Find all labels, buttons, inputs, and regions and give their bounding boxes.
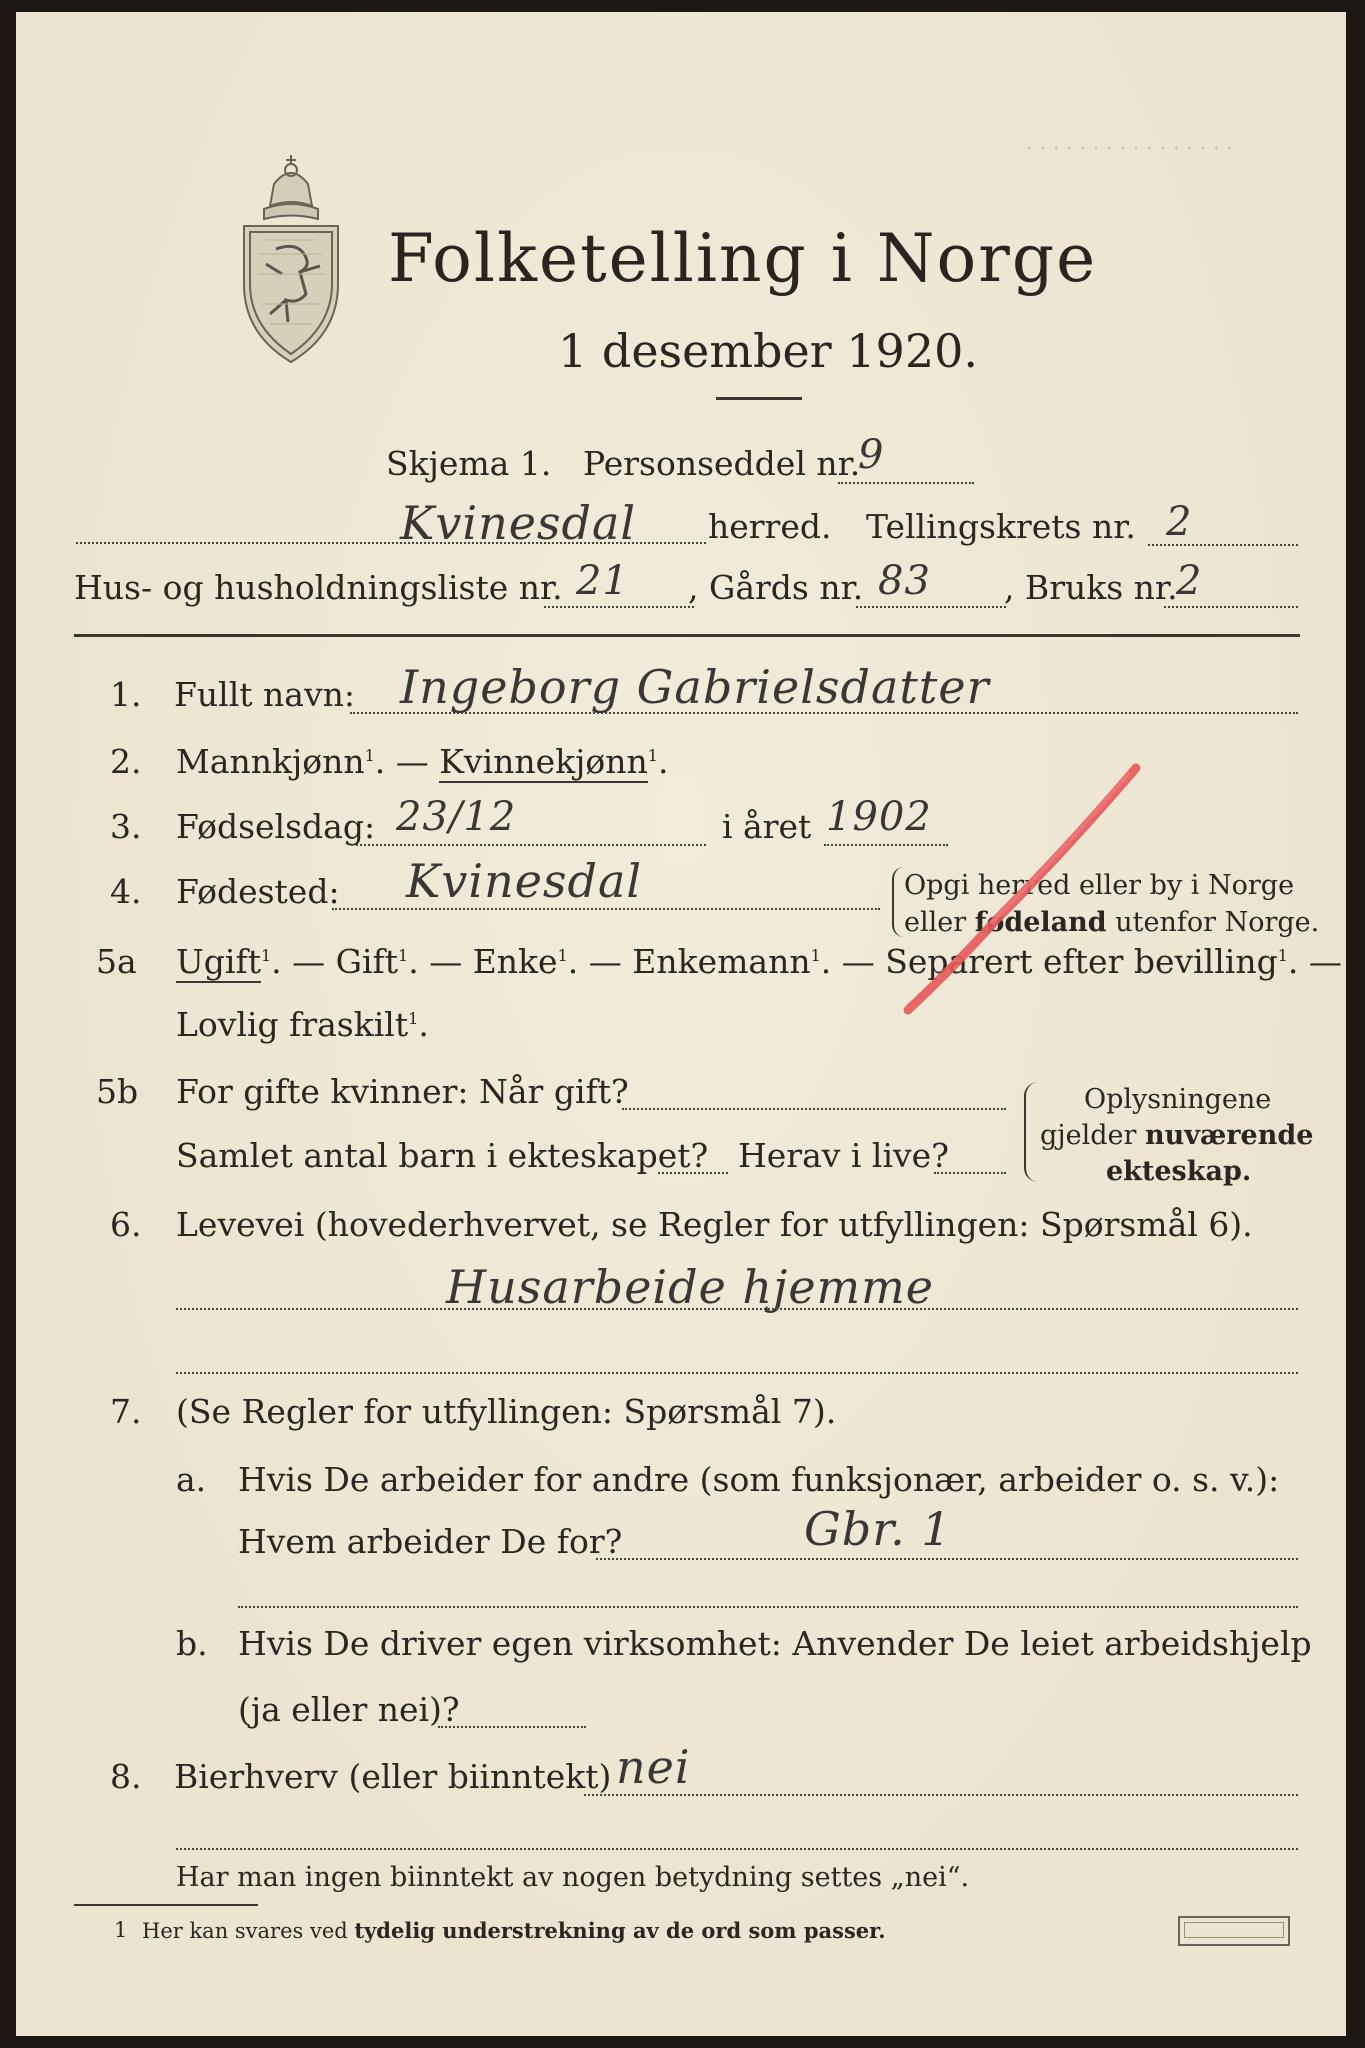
q3-line	[356, 844, 706, 846]
q3-year-label: i året	[722, 807, 812, 846]
personseddel-value: 9	[858, 432, 885, 478]
q6-number: 6.	[110, 1205, 142, 1244]
q7a-value: Gbr. 1	[804, 1502, 952, 1556]
herred-value: Kvinesdal	[400, 496, 637, 550]
personseddel-label: Personseddel nr.	[583, 444, 861, 483]
q4-number: 4.	[110, 872, 142, 911]
q5a-number: 5a	[96, 942, 137, 981]
husholdningsliste-label: Hus- og husholdningsliste nr.	[74, 568, 563, 607]
q8-note: Har man ingen biinntekt av nogen betydning settes „nei“.	[176, 1862, 970, 1893]
q2-male: Mannkjønn	[176, 742, 365, 781]
q2-options: Mannkjønn$^1$. — Kvinnekjønn$^1$.	[176, 742, 669, 781]
q8-line-extra	[176, 1848, 1298, 1850]
footnote-mark: 1	[114, 1918, 128, 1942]
tellingskrets-label: Tellingskrets nr.	[866, 507, 1136, 546]
q6-label: Levevei (hovederhvervet, se Regler for utfyllingen: Spørsmål 6).	[176, 1205, 1253, 1244]
q4-note-line2: eller fødeland utenfor Norge.	[904, 907, 1320, 938]
q3-label: Fødselsdag:	[176, 807, 376, 846]
q5b-note2: gjelder nuværende	[1040, 1120, 1314, 1151]
q1-value: Ingeborg Gabrielsdatter	[400, 660, 990, 714]
q7a-line2: Hvem arbeider De for?	[238, 1522, 623, 1561]
q5b-note3: ekteskap.	[1106, 1156, 1252, 1187]
census-form-page	[16, 12, 1346, 2036]
q5a-separert: Separert efter bevilling	[885, 942, 1278, 981]
q5b-note1: Oplysningene	[1084, 1084, 1272, 1115]
title-divider	[716, 397, 802, 400]
q1-label: Fullt navn:	[174, 675, 355, 714]
bruks-value: 2	[1176, 558, 1203, 604]
q5b-number: 5b	[96, 1072, 139, 1111]
q4-value: Kvinesdal	[406, 854, 643, 908]
q5a-enke: Enke	[472, 942, 558, 981]
red-check-mark	[866, 760, 1156, 1020]
q4-note-line1: Opgi herred eller by i Norge	[904, 870, 1295, 901]
q5a-ugift: Ugift	[176, 942, 261, 981]
gards-value: 83	[878, 558, 931, 604]
q6-line2	[176, 1372, 1298, 1374]
q5b-brace	[1024, 1082, 1038, 1182]
schema-label: Skjema 1.	[386, 444, 552, 483]
husholdningsliste-line	[544, 606, 694, 608]
tellingskrets-value: 2	[1166, 499, 1193, 545]
q7a-line-extra	[238, 1606, 1298, 1608]
bruks-label: , Bruks nr.	[1004, 568, 1178, 607]
footnote-text: Her kan svares ved tydelig understrekning av de ord som passer.	[142, 1918, 886, 1943]
q7-label: (Se Regler for utfyllingen: Spørsmål 7).	[176, 1392, 837, 1431]
husholdningsliste-value: 21	[576, 558, 629, 604]
q3-year-value: 1902	[826, 794, 932, 840]
q4-line	[332, 908, 880, 910]
q7b-line2: (ja eller nei)?	[238, 1690, 460, 1729]
q4-label: Fødested:	[176, 872, 340, 911]
q6-line1	[176, 1308, 1298, 1310]
printer-stamp	[1178, 1916, 1290, 1946]
gards-line	[856, 606, 1006, 608]
q5b-line2a: Samlet antal barn i ekteskapet?	[176, 1136, 709, 1175]
q8-label: Bierhverv (eller biinntekt)	[174, 1757, 612, 1796]
personseddel-line	[838, 482, 974, 484]
q8-number: 8.	[110, 1757, 142, 1796]
herred-label: herred.	[708, 507, 832, 546]
q3-value: 23/12	[396, 794, 517, 840]
form-title: Folketelling i Norge	[388, 220, 1098, 297]
header-rule	[74, 634, 1300, 637]
q7b-line	[438, 1726, 586, 1728]
q7a-number: a.	[176, 1460, 207, 1499]
q7b-line1: Hvis De driver egen virksomhet: Anvender De leiet arbeidshjelp	[238, 1624, 1312, 1663]
q7b-number: b.	[176, 1624, 208, 1663]
q6-value: Husarbeide hjemme	[446, 1260, 935, 1314]
q8-line	[584, 1794, 1298, 1796]
q7-number: 7.	[110, 1392, 142, 1431]
q3-number: 3.	[110, 807, 142, 846]
q5b-line1: For gifte kvinner: Når gift?	[176, 1072, 629, 1111]
q2-number: 2.	[110, 742, 142, 781]
census-date: 1 desember 1920.	[558, 324, 978, 378]
q1-number: 1.	[110, 675, 142, 714]
q5b-barn-line	[658, 1172, 728, 1174]
bleed-through-text: . . . . . . . . . . . . . . . .	[1026, 130, 1233, 154]
q2-female: Kvinnekjønn	[439, 742, 648, 781]
q5a-options: Ugift$^1$. — Gift$^1$. — Enke$^1$. — Enkemann$^1$. — Separert efter bevilling$^1$. —	[176, 942, 1342, 981]
q5a-gift: Gift	[335, 942, 399, 981]
gards-label: , Gårds nr.	[688, 568, 864, 607]
coat-of-arms-icon	[226, 154, 356, 369]
q5b-gift-line	[622, 1108, 1006, 1110]
q7a-line1: Hvis De arbeider for andre (som funksjonær, arbeider o. s. v.):	[238, 1460, 1280, 1499]
footnote-rule	[74, 1904, 258, 1906]
q7a-line	[596, 1558, 1298, 1560]
q5a-enkemann: Enkemann	[632, 942, 811, 981]
q8-value: nei	[616, 1740, 691, 1794]
bruks-line	[1164, 606, 1298, 608]
q5b-line2b: Herav i live?	[738, 1136, 949, 1175]
q5a-fraskilt: Lovlig fraskilt$^1$.	[176, 1005, 429, 1044]
q5b-live-line	[934, 1172, 1006, 1174]
